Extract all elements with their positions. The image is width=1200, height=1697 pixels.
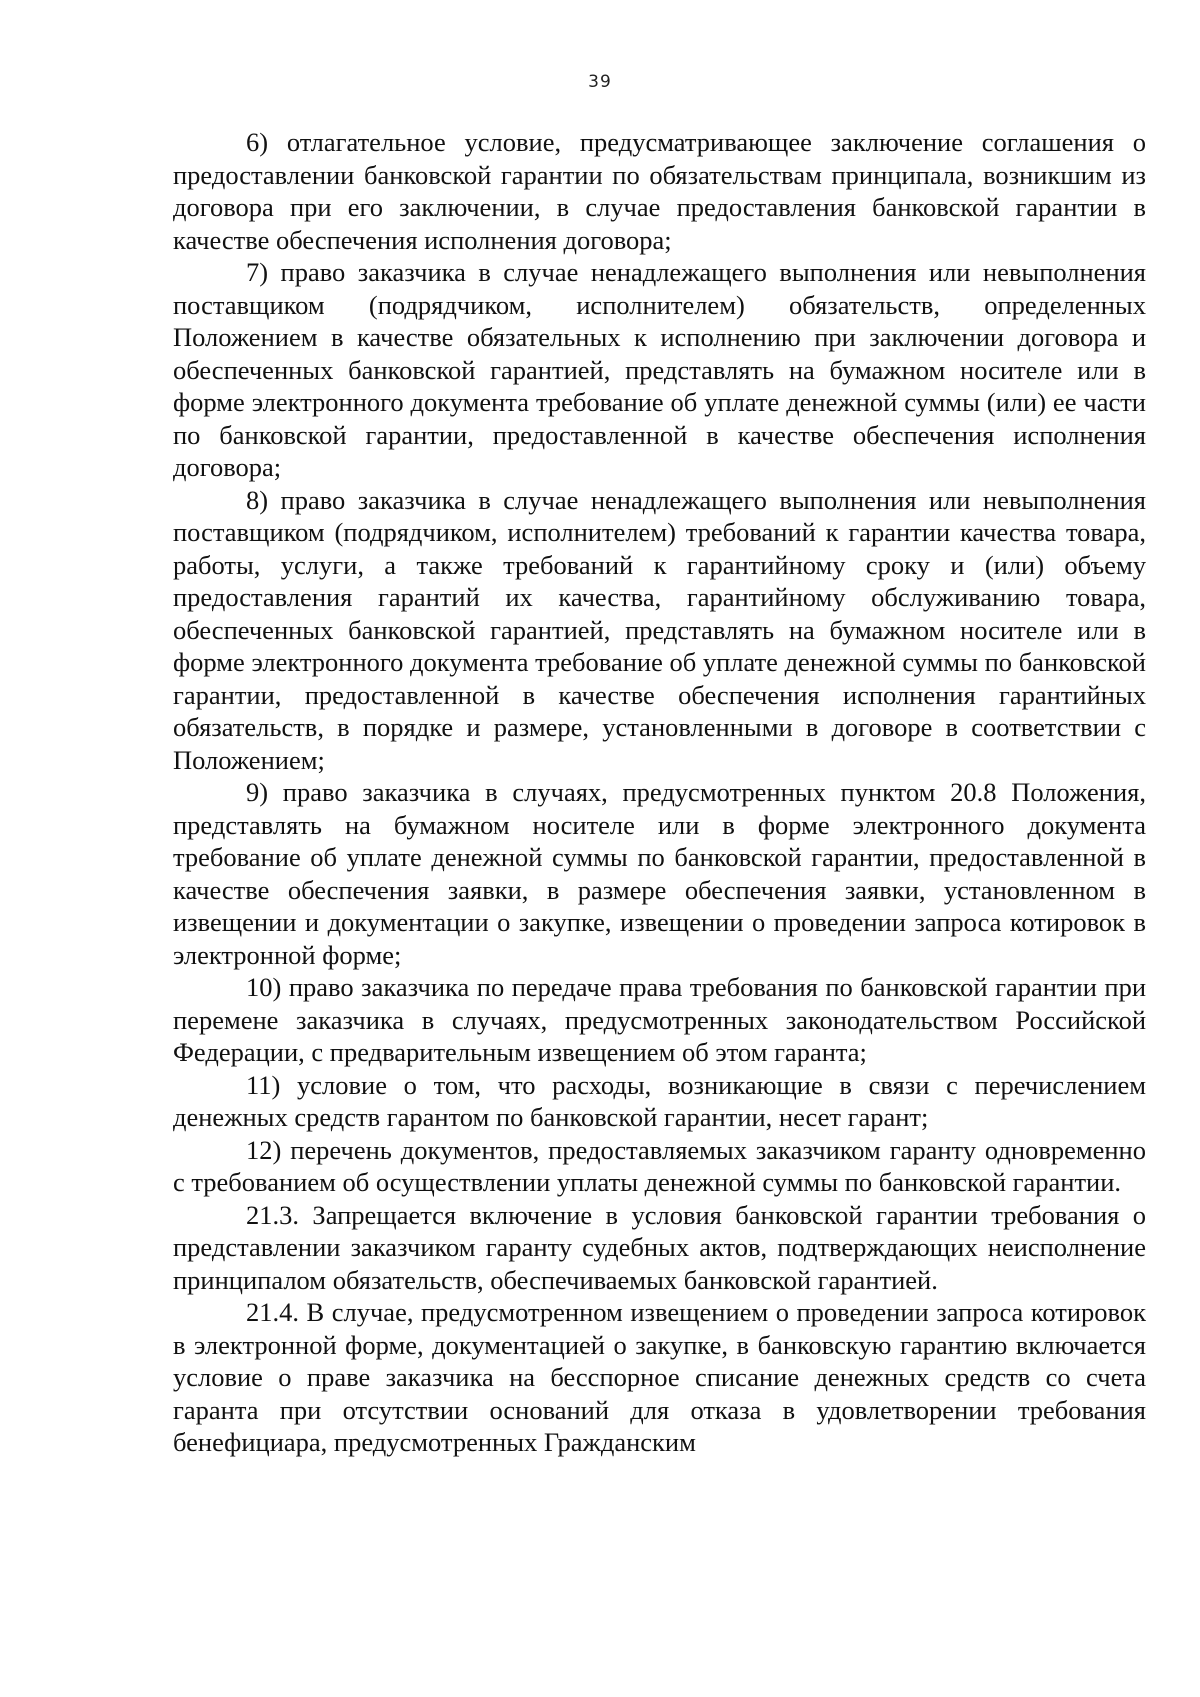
list-item-11: 11) условие о том, что расходы, возникающие в связи с перечислением денежных средств гарантом по банковской гарантии, несет гарант; [173,1069,1146,1132]
list-item-9: 9) право заказчика в случаях, предусмотренных пунктом 20.8 Положения, представлять на бумажном носителе или в форме электронного документа требование об уплате денежной суммы по банковской гарантии, предоставленной в качестве обеспечения заявки, в размере обеспечения заявки, установленном в извещении и документации о закупке, извещении о проведении запроса котировок в электронной форме; [173,777,1146,970]
list-item-10: 10) право заказчика по передаче права требования по банковской гарантии при перемене заказчика в случаях, предусмотренных законодательством Российской Федерации, с предварительным извещением об этом гаранта; [173,972,1146,1067]
list-item-6: 6) отлагательное условие, предусматривающее заключение соглашения о предоставлении банковской гарантии по обязательствам принципала, возникшим из договора при его заключении, в случае предоставления банковской гарантии в качестве обеспечения исполнения договора; [173,127,1146,255]
document-body [173,126,1146,1459]
clause-21-3: 21.3. Запрещается включение в условия банковской гарантии требования о представлении заказчиком гаранту судебных актов, подтверждающих неисполнение принципалом обязательств, обеспечиваемых банковской гарантией. [173,1199,1146,1295]
list-item-8: 8) право заказчика в случае ненадлежащего выполнения или невыполнения поставщиком (подрядчиком, исполнителем) требований к гарантии качества товара, работы, услуги, а также требований к гарантийному сроку и (или) объему предоставления гарантий их качества, гарантийному обслуживанию товара, обеспеченных банковской гарантией, представлять на бумажном носителе или в форме электронного документа требование об уплате денежной суммы по банковской гарантии, предоставленной в качестве обеспечения исполнения гарантийных обязательств, в порядке и размере, установленными в договоре в соответствии с Положением; [173,484,1146,775]
list-item-7: 7) право заказчика в случае ненадлежащего выполнения или невыполнения поставщиком (подрядчиком, исполнителем) обязательств, определенных Положением в качестве обязательных к исполнению при заключении договора и обеспеченных банковской гарантией, представлять на бумажном носителе или в форме электронного документа требование об уплате денежной суммы (или) ее части по банковской гарантии, предоставленной в качестве обеспечения исполнения договора; [173,257,1146,482]
list-item-12: 12) перечень документов, предоставляемых заказчиком гаранту одновременно с требованием об осуществлении уплаты денежной суммы по банковской гарантии. [173,1134,1146,1197]
page-number: 39 [588,72,612,92]
clause-21-4: 21.4. В случае, предусмотренном извещением о проведении запроса котировок в электронной форме, документацией о закупке, в банковскую гарантию включается условие о праве заказчика на бесспорное списание денежных средств со счета гаранта при отсутствии оснований для отказа в удовлетворении требования бенефициара, предусмотренных Гражданским [173,1297,1146,1457]
